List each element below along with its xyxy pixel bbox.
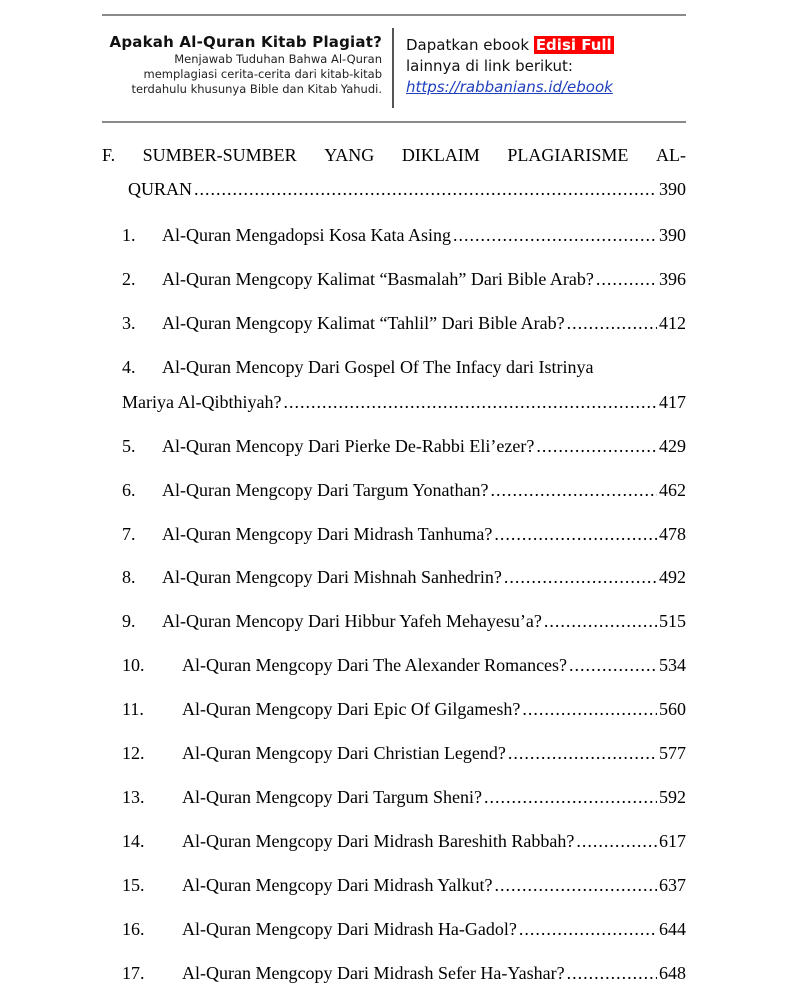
toc-entry[interactable] [122, 699, 686, 720]
book-subtitle-line: terdahulu khusunya Bible dan Kitab Yahudi. [131, 82, 382, 96]
toc-entry[interactable] [122, 357, 686, 378]
page-number: 492 [659, 567, 686, 587]
leader-dots [508, 743, 657, 764]
leader-dots [494, 875, 657, 896]
page-number: 515 [659, 611, 686, 631]
entry-number: 16. [122, 919, 145, 939]
page-number: 534 [659, 655, 686, 675]
ebook-promo [406, 35, 614, 98]
page-number: 412 [659, 313, 686, 333]
toc-entry[interactable] [122, 787, 686, 808]
toc-entry-cont[interactable] [122, 392, 686, 413]
entry-title-cont: Mariya Al-Qibthiyah? [122, 392, 282, 412]
toc-entry[interactable] [122, 831, 686, 852]
toc-entry[interactable] [122, 567, 686, 588]
entry-title: Al-Quran Mengcopy Dari Christian Legend? [182, 743, 506, 763]
entry-number: 8. [122, 567, 136, 587]
page-number: 644 [659, 919, 686, 939]
toc-entry[interactable] [122, 611, 686, 632]
leader-dots [576, 831, 657, 852]
entry-title: Al-Quran Mengcopy Kalimat “Basmalah” Dari Bible Arab? [162, 269, 594, 289]
book-title: Apakah Al-Quran Kitab Plagiat? [109, 33, 382, 51]
section-title-word: SUMBER-SUMBER [142, 145, 297, 165]
toc-entry[interactable] [122, 269, 686, 290]
entry-number: 15. [122, 875, 145, 895]
entry-title: Al-Quran Mengcopy Dari Midrash Sefer Ha-Yashar? [182, 963, 565, 983]
entry-number: 10. [122, 655, 145, 675]
leader-dots [491, 480, 657, 501]
entry-number: 2. [122, 269, 136, 289]
entry-title: Al-Quran Mengcopy Dari Midrash Ha-Gadol? [182, 919, 517, 939]
section-heading [102, 145, 686, 166]
toc-entry[interactable] [122, 743, 686, 764]
entry-title: Al-Quran Mengcopy Dari Midrash Tanhuma? [162, 524, 493, 544]
entry-number: 1. [122, 225, 136, 245]
page-number: 560 [659, 699, 686, 719]
section-heading-cont[interactable] [128, 179, 686, 200]
page-number: 396 [659, 269, 686, 289]
book-info [102, 32, 382, 97]
entry-number: 3. [122, 313, 136, 333]
section-title-word: AL- [655, 145, 686, 165]
entry-title: Al-Quran Mengcopy Kalimat “Tahlil” Dari Bible Arab? [162, 313, 565, 333]
ebook-link[interactable]: https://rabbanians.id/ebook [406, 78, 613, 96]
page-number: 478 [659, 524, 686, 544]
entry-number: 13. [122, 787, 145, 807]
page-number: 429 [659, 436, 686, 456]
leader-dots [569, 655, 657, 676]
entry-title: Al-Quran Mengcopy Dari Targum Yonathan? [162, 480, 489, 500]
leader-dots [567, 313, 657, 334]
promo-line-2: lainnya di link berikut: [406, 57, 573, 75]
toc-entry[interactable] [122, 919, 686, 940]
header-divider [392, 28, 394, 108]
promo-prefix: Dapatkan ebook [406, 36, 530, 54]
leader-dots [567, 963, 657, 984]
entry-title: Al-Quran Mencopy Dari Hibbur Yafeh Mehayesu’a? [162, 611, 542, 631]
leader-dots [522, 699, 657, 720]
book-subtitle-line: Menjawab Tuduhan Bahwa Al-Quran [174, 52, 382, 66]
toc-entry[interactable] [122, 313, 686, 334]
page-number: 577 [659, 743, 686, 763]
toc-entry[interactable] [122, 875, 686, 896]
leader-dots [596, 269, 657, 290]
toc-entry[interactable] [122, 480, 686, 501]
leader-dots [544, 611, 657, 632]
entry-number: 14. [122, 831, 145, 851]
section-title-cont: QURAN [128, 179, 193, 199]
entry-title: Al-Quran Mengcopy Dari Epic Of Gilgamesh? [182, 699, 521, 719]
toc-entry[interactable] [122, 225, 686, 246]
page-number: 617 [659, 831, 686, 851]
toc-entry[interactable] [122, 524, 686, 545]
page-number: 592 [659, 787, 686, 807]
toc-entry[interactable] [122, 963, 686, 984]
page-number: 648 [659, 963, 686, 983]
page-number: 390 [659, 225, 686, 245]
section-title-word: PLAGIARISME [507, 145, 629, 165]
entry-title: Al-Quran Mengcopy Dari Midrash Bareshith Rabbah? [182, 831, 575, 851]
entry-title: Al-Quran Mencopy Dari Pierke De-Rabbi Eli’ezer? [162, 436, 535, 456]
page-number: 462 [659, 480, 686, 500]
header-top-rule [102, 14, 686, 16]
entry-number: 12. [122, 743, 145, 763]
entry-title: Al-Quran Mengcopy Dari Targum Sheni? [182, 787, 483, 807]
header-bottom-rule [102, 121, 686, 123]
entry-number: 7. [122, 524, 136, 544]
book-subtitle-line: memplagiasi cerita-cerita dari kitab-kitab [143, 67, 382, 81]
page-number: 417 [659, 392, 686, 412]
leader-dots [519, 919, 657, 940]
leader-dots [453, 225, 657, 246]
entry-number: 6. [122, 480, 136, 500]
entry-number: 5. [122, 436, 136, 456]
entry-title: Al-Quran Mengcopy Dari Midrash Yalkut? [182, 875, 493, 895]
entry-title: Al-Quran Mengadopsi Kosa Kata Asing [162, 225, 451, 245]
entry-title: Al-Quran Mengcopy Dari Mishnah Sanhedrin? [162, 567, 502, 587]
leader-dots [283, 392, 657, 413]
entry-number: 11. [122, 699, 144, 719]
entry-number: 9. [122, 611, 136, 631]
leader-dots [484, 787, 657, 808]
leader-dots [194, 179, 657, 200]
page-number: 637 [659, 875, 686, 895]
leader-dots [536, 436, 657, 457]
page-number: 390 [659, 179, 686, 199]
toc-entry[interactable] [122, 655, 686, 676]
entry-number: 4. [122, 357, 136, 377]
section-title-word: DIKLAIM [401, 145, 480, 165]
toc-entry[interactable] [122, 436, 686, 457]
entry-title: Al-Quran Mengcopy Dari The Alexander Romances? [182, 655, 568, 675]
leader-dots [504, 567, 657, 588]
entry-title: Al-Quran Mencopy Dari Gospel Of The Infacy dari Istrinya [162, 357, 594, 377]
section-title-word: YANG [324, 145, 375, 165]
entry-number: 17. [122, 963, 145, 983]
leader-dots [494, 524, 657, 545]
promo-line-1 [406, 35, 614, 56]
promo-highlight: Edisi Full [535, 36, 612, 54]
section-label: F. [102, 145, 116, 165]
